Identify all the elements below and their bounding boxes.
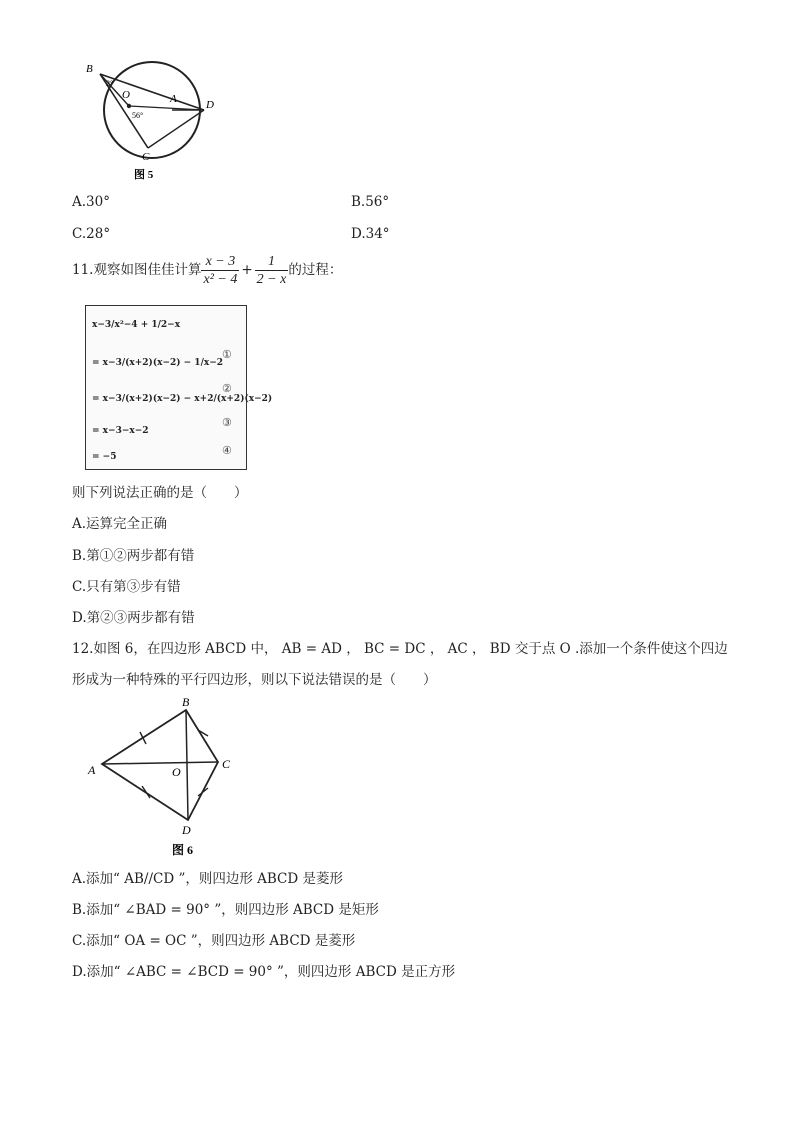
q12-stem-line-1: 12.如图 6，在四边形 ABCD 中， AB = AD ， BC = DC ， AC ， BD 交于点 O .添加一个条件使这个四边: [72, 641, 728, 657]
fig5-angle-2: 56°: [132, 111, 144, 120]
q11-option-a: A.运算完全正确: [72, 516, 168, 532]
q12-option-b: B.添加“ ∠BAD = 90° ”，则四边形 ABCD 是矩形: [72, 902, 379, 918]
work-line-4: = −5: [92, 452, 117, 462]
q11-frac2-den: 2 − x: [256, 271, 287, 287]
fig6-label-b: B: [182, 695, 190, 709]
fig6-label-o: O: [172, 765, 181, 779]
work-line-1: = x−3/(x+2)(x−2) − 1/x−2: [92, 358, 224, 368]
q11-option-d: D.第②③两步都有错: [72, 610, 195, 626]
work-mark-2: ②: [222, 382, 232, 395]
q10-option-d: D.34°: [351, 226, 390, 242]
work-mark-4: ④: [222, 444, 232, 457]
fig5-label-c: C: [142, 151, 150, 163]
q10-option-c: C.28°: [72, 226, 111, 242]
fig5-caption: 图 5: [134, 169, 154, 181]
fig6-label-d: D: [182, 823, 191, 837]
q11-option-c: C.只有第③步有错: [72, 579, 181, 595]
fig5-label-d: D: [206, 99, 214, 111]
q12-option-a: A.添加“ AB//CD ”，则四边形 ABCD 是菱形: [72, 871, 344, 887]
fig5-angle-1: 2°: [106, 79, 114, 88]
work-line-0: x−3/x²−4 + 1/2−x: [92, 320, 181, 330]
work-mark-3: ③: [222, 416, 232, 429]
figure-5: [72, 52, 232, 187]
q11-frac1-num: x − 3: [201, 253, 239, 271]
q11-suffix: 的过程：: [288, 262, 343, 278]
work-mark-1: ①: [222, 348, 232, 361]
q12-option-d: D.添加“ ∠ABC = ∠BCD = 90° ”，则四边形 ABCD 是正方形: [72, 964, 456, 980]
q11-prefix: 11.观察如图佳佳计算: [72, 262, 202, 278]
q11-question: 则下列说法正确的是（ ）: [72, 485, 248, 501]
q11-plus: +: [241, 262, 253, 278]
q11-fraction-2: [255, 253, 289, 288]
q12-option-c: C.添加“ OA = OC ”，则四边形 ABCD 是菱形: [72, 933, 356, 949]
fig5-label-o: O: [122, 89, 130, 101]
q11-fraction-1: [201, 253, 239, 288]
figure-6: [80, 692, 250, 862]
q11-frac2-num: 1: [255, 253, 289, 271]
q10-option-a: A.30°: [72, 194, 110, 210]
q12-stem-line-2: 形成为一种特殊的平行四边形，则以下说法错误的是（ ）: [72, 672, 437, 688]
q11-option-b: B.第①②两步都有错: [72, 548, 195, 564]
q11-stem: [72, 250, 342, 290]
work-line-2: = x−3/(x+2)(x−2) − x+2/(x+2)(x−2): [92, 394, 273, 404]
q11-frac1-den: x² − 4: [203, 271, 238, 287]
fig5-label-a: A: [170, 93, 177, 105]
q11-work-image: [85, 305, 273, 470]
fig6-caption: 图 6: [172, 843, 194, 857]
fig5-label-b: B: [86, 63, 93, 75]
fig6-label-a: A: [88, 763, 96, 777]
fig6-label-c: C: [222, 757, 231, 771]
q10-option-b: B.56°: [351, 194, 390, 210]
work-line-3: = x−3−x−2: [92, 426, 149, 436]
